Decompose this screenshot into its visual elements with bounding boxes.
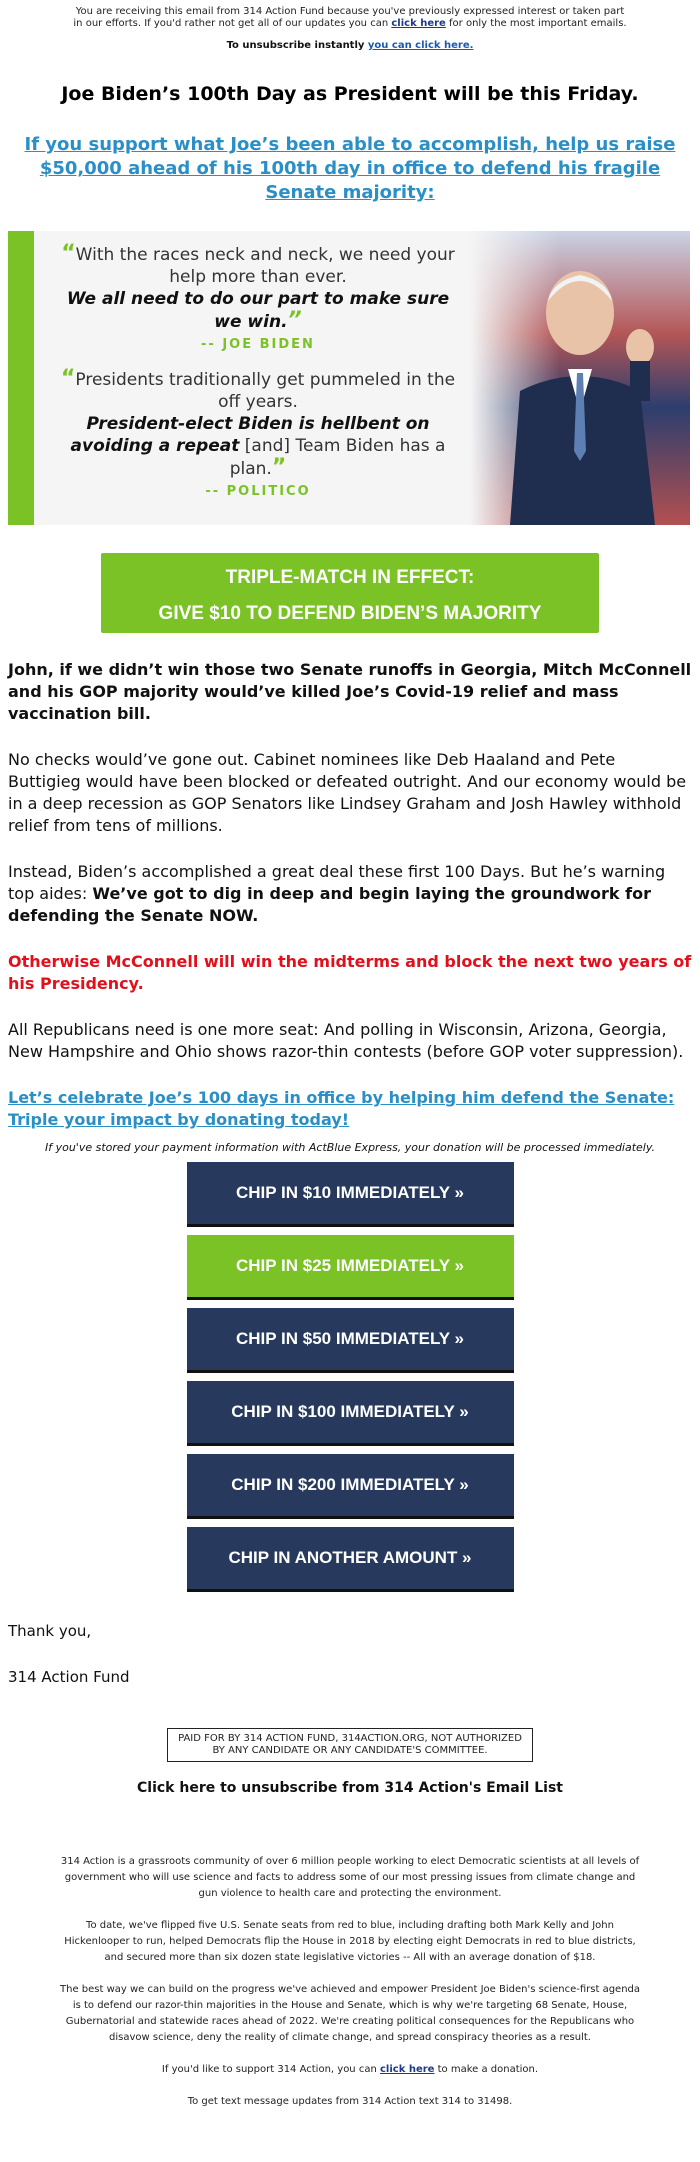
paragraph-2: No checks would’ve gone out. Cabinet nominees like Deb Haaland and Pete Buttigieg would have been blocked or defeated outright. And our economy would be in a deep recession as GOP Senators like Lindsey Graham and Josh Hawley withhold relief from tens of millions. (8, 750, 687, 835)
notice-text: You are receiving this email from 314 Action Fund because you've previously expressed interest or taken part in our efforts. If you'd rather not get all of our updates you can (73, 6, 625, 29)
triple-match-line1: TRIPLE-MATCH IN EFFECT: (225, 567, 475, 588)
donate-25-button[interactable]: CHIP IN $25 IMMEDIATELY » (187, 1235, 514, 1300)
footer-text-updates: To get text message updates from 314 Action text 314 to 31498. (187, 2096, 513, 2107)
footer-donate-link[interactable]: click here (379, 2064, 435, 2075)
unsubscribe-instantly-link[interactable]: you can click here. (367, 40, 474, 51)
footer-record: To date, we've flipped five U.S. Senate seats from red to blue, including drafting both Mark Kelly and John Hickenlooper to run, helped Democrats flip the House in 2018 by electing eight Democrats in red to blue districts, and secured more than six dozen state legislative victories -- All with an average donation of $18. (64, 1920, 636, 1963)
footer-goals: The best way we can build on the progress we've achieved and empower President Joe Biden's science-first agenda is to defend our razor-thin majorities in the House and Senate, which is why we're targeting 68 Senate, House, Gubernatorial and statewide races ahead of 2022. We're creating political consequences for the Republicans who disavow science, deny the reality of climate change, and spread conspiracy theories as a result. (60, 1984, 641, 2043)
signoff-thanks: Thank you, (8, 1622, 92, 1640)
fewer-emails-link[interactable]: click here (391, 18, 446, 29)
signoff (8, 1622, 692, 1686)
donate-50-button[interactable]: CHIP IN $50 IMMEDIATELY » (187, 1308, 514, 1373)
signoff-org: 314 Action Fund (8, 1668, 130, 1686)
paragraph-4-warning: Otherwise McConnell will win the midterms and block the next two years of his Presidency. (8, 952, 692, 993)
donate-100-button[interactable]: CHIP IN $100 IMMEDIATELY » (187, 1381, 514, 1446)
subscription-notice (0, 0, 700, 30)
donate-other-button[interactable]: CHIP IN ANOTHER AMOUNT » (187, 1527, 514, 1592)
notice-after: for only the most important emails. (449, 18, 627, 29)
quote-biden: “With the races neck and neck, we need your help more than ever. We all need to do our part to make sure we win.” -- JOE BIDEN (58, 243, 458, 352)
donate-buttons (187, 1162, 514, 1592)
banner-quotes (58, 243, 458, 499)
support-link[interactable]: If you support what Joe’s been able to accomplish, help us raise $50,000 ahead of his 100th day in office to defend his fragile Senate majority: (24, 134, 676, 203)
footer-about: 314 Action is a grassroots community of over 6 million people working to elect Democratic scientists at all levels of government who will use science and facts to address some of our most pressing issues from climate change and gun violence to health care and protecting the environment. (60, 1856, 640, 1899)
paragraph-5: All Republicans need is one more seat: And polling in Wisconsin, Arizona, Georgia, New Hampshire and Ohio shows razor-thin contests (before GOP voter suppression). (8, 1020, 684, 1061)
celebrate-link[interactable]: Let’s celebrate Joe’s 100 days in office by helping him defend the Senate: Triple your impact by donating today! (8, 1088, 675, 1129)
unsubscribe-list-link[interactable]: Click here to unsubscribe from 314 Action's Email List (137, 1780, 563, 1796)
quote-attribution-politico: -- POLITICO (205, 484, 311, 499)
donate-200-button[interactable]: CHIP IN $200 IMMEDIATELY » (187, 1454, 514, 1519)
headline: Joe Biden’s 100th Day as President will be this Friday. (61, 83, 639, 105)
unsub-prefix: To unsubscribe instantly (226, 40, 365, 51)
paragraph-3: Instead, Biden’s accomplished a great deal these first 100 Days. But he’s warning top aides: We’ve got to dig in deep and begin laying the groundwork for defending the Senate NOW. (8, 862, 666, 925)
footer-support: If you'd like to support 314 Action, you can click here to make a donation. (161, 2064, 539, 2075)
donate-10-button[interactable]: CHIP IN $10 IMMEDIATELY » (187, 1162, 514, 1227)
triple-match-button[interactable] (101, 553, 599, 633)
banner-accent-bar (8, 231, 34, 525)
triple-match-line2: GIVE $10 TO DEFEND BIDEN’S MAJORITY (158, 603, 542, 624)
email-body (8, 659, 692, 1063)
quote-banner[interactable] (8, 231, 690, 525)
paragraph-1: John, if we didn’t win those two Senate runoffs in Georgia, Mitch McConnell and his GOP majority would’ve killed Joe’s Covid-19 relief and mass vaccination bill. (8, 660, 692, 723)
footer (60, 1854, 640, 2110)
biden-photo (470, 231, 690, 525)
biden-figure (490, 251, 660, 525)
actblue-note: If you've stored your payment information with ActBlue Express, your donation will be processed immediately. (44, 1141, 656, 1154)
quote-attribution-biden: -- JOE BIDEN (201, 337, 315, 352)
quote-politico: “Presidents traditionally get pummeled in the off years. President-elect Biden is hellbent on avoiding a repeat [and] Team Biden has a plan.” -- POLITICO (58, 368, 458, 499)
unsubscribe-instantly (0, 40, 700, 51)
paid-for-disclaimer: PAID FOR BY 314 ACTION FUND, 314ACTION.ORG, NOT AUTHORIZED BY ANY CANDIDATE OR ANY CANDIDATE'S COMMITTEE. (167, 1728, 533, 1762)
